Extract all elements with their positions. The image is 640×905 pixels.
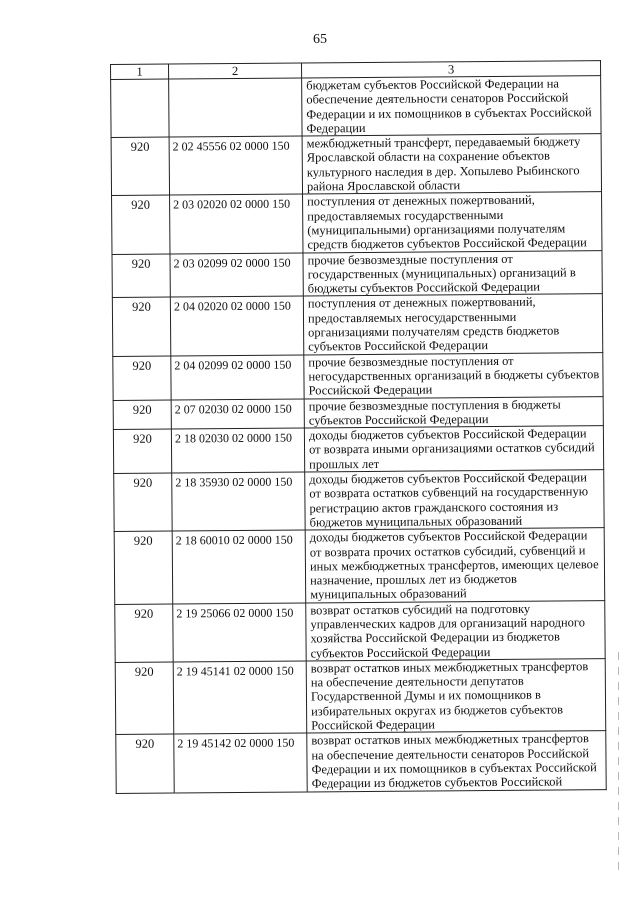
table-row xyxy=(115,600,605,662)
income-description-cell: прочие безвозмездные поступления от государственных (муниципальных) организаций в бюджеты субъектов Российской Федерации xyxy=(303,250,602,296)
table-row xyxy=(111,134,601,196)
administrator-code-cell: 920 xyxy=(116,734,174,793)
column-header-3: 3 xyxy=(301,61,600,78)
administrator-code-cell: 920 xyxy=(114,473,172,532)
table-row xyxy=(113,396,603,429)
administrator-code-cell: 920 xyxy=(115,604,173,663)
table-row xyxy=(116,731,606,793)
income-description-cell: доходы бюджетов субъектов Российской Федерации от возврата иными организациями остатков субсидий прошлых лет xyxy=(304,426,603,472)
income-code-cell: 2 04 02020 02 0000 150 xyxy=(170,296,303,355)
administrator-code-cell: 920 xyxy=(115,662,174,735)
scan-edge-marks xyxy=(617,652,620,884)
administrator-code-cell: 920 xyxy=(111,137,169,196)
administrator-code-cell: 920 xyxy=(112,195,170,254)
administrator-code-cell: 920 xyxy=(113,356,171,400)
table-row xyxy=(114,470,604,532)
income-code-cell: 2 02 45556 02 0000 150 xyxy=(169,136,302,195)
administrator-code-cell: 920 xyxy=(112,297,170,356)
administrator-code-cell: 920 xyxy=(113,400,171,430)
page-number: 65 xyxy=(313,32,327,47)
table-row xyxy=(115,659,606,735)
table-row xyxy=(112,250,602,298)
column-header-1: 1 xyxy=(111,64,169,79)
administrator-code-cell xyxy=(111,79,169,138)
income-code-cell xyxy=(169,78,302,137)
income-code-cell: 2 04 02099 02 0000 150 xyxy=(171,355,304,400)
income-code-cell: 2 18 60010 02 0000 150 xyxy=(172,530,306,604)
income-code-cell: 2 18 35930 02 0000 150 xyxy=(172,472,305,531)
income-code-cell: 2 19 25066 02 0000 150 xyxy=(173,603,306,662)
income-description-cell: возврат остатков субсидий на подготовку управленческих кадров для организаций народного хозяйства Российской Федерации из бюджетов субъектов Российской Федерации xyxy=(306,600,605,661)
income-codes-table xyxy=(110,60,607,793)
income-description-cell: поступления от денежных пожертвований, предоставляемых государственными (муниципальными) организациями получателям средств бюджетов субъектов Российской Федерации xyxy=(303,192,602,253)
income-description-cell: прочие безвозмездные поступления в бюджеты субъектов Российской Федерации xyxy=(304,396,603,428)
income-description-cell: бюджетам субъектов Российской Федерации на обеспечение деятельности сенаторов Российской Федерации и их помощников в субъектах Российской Федерации xyxy=(302,76,601,137)
table-row xyxy=(113,352,603,400)
income-code-cell: 2 19 45141 02 0000 150 xyxy=(173,661,307,735)
table-row xyxy=(114,528,605,604)
income-code-cell: 2 03 02020 02 0000 150 xyxy=(170,194,303,253)
income-description-cell: межбюджетный трансферт, передаваемый бюджету Ярославской области на сохранение объектов культурного наследия в дер. Хопылево Рыбинского района Ярославской области xyxy=(302,134,601,195)
table-row xyxy=(112,294,602,356)
income-description-cell: доходы бюджетов субъектов Российской Федерации от возврата остатков субвенций на государственную регистрацию актов гражданского состояния из бюджетов муниципальных образований xyxy=(305,470,604,531)
table-row xyxy=(112,192,602,254)
table-row xyxy=(113,426,603,474)
income-description-cell: возврат остатков иных межбюджетных трансфертов на обеспечение деятельности сенаторов Российской Федерации и их помощников в субъектах Российской Федерации из бюджетов субъектов Российской xyxy=(307,731,606,792)
income-description-cell: поступления от денежных пожертвований, предоставляемых негосударственными организациями получателям средств бюджетов субъектов Российской Федерации xyxy=(303,294,602,355)
income-code-cell: 2 07 02030 02 0000 150 xyxy=(171,399,304,430)
administrator-code-cell: 920 xyxy=(113,429,171,473)
administrator-code-cell: 920 xyxy=(114,531,173,604)
income-codes-table-container xyxy=(110,60,606,793)
income-code-cell: 2 03 02099 02 0000 150 xyxy=(170,253,303,298)
column-header-2: 2 xyxy=(169,63,302,79)
income-code-cell: 2 18 02030 02 0000 150 xyxy=(171,428,304,473)
table-row xyxy=(111,76,601,138)
income-description-cell: доходы бюджетов субъектов Российской Федерации от возврата прочих остатков субсидий, субвенций и иных межбюджетных трансфертов, имеющих целевое назначение, прошлых лет из бюджетов муниципальных образований xyxy=(305,528,605,603)
income-description-cell: возврат остатков иных межбюджетных трансфертов на обеспечение деятельности депутатов Государственной Думы и их помощников в избирательных округах из бюджетов субъектов Российской Федерации xyxy=(306,659,606,734)
administrator-code-cell: 920 xyxy=(112,254,170,298)
income-description-cell: прочие безвозмездные поступления от негосударственных организаций в бюджеты субъектов Российской Федерации xyxy=(304,352,603,398)
income-code-cell: 2 19 45142 02 0000 150 xyxy=(174,733,307,792)
